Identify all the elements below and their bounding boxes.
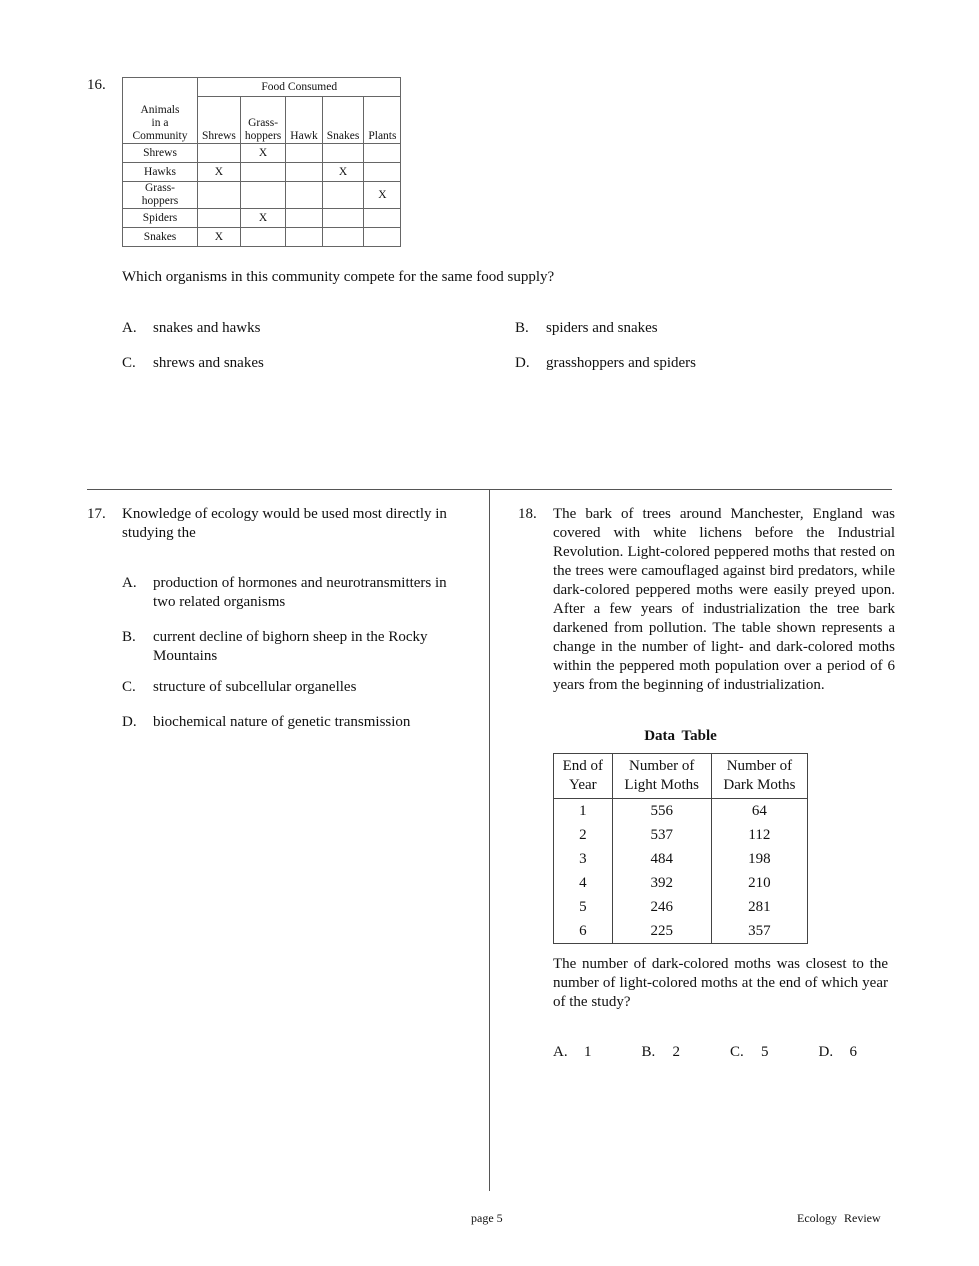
table-cell: 1 (554, 799, 613, 824)
column-header: Plants (364, 97, 401, 144)
table-row (554, 847, 808, 871)
table-row (123, 182, 401, 209)
column-header: Grass- hoppers (240, 97, 285, 144)
question-18-text: The number of dark-colored moths was closest to the number of light-colored moths at the end of which year of the study? (553, 956, 888, 1010)
row-header: Animals in a Community (123, 78, 198, 144)
table-cell: 112 (711, 823, 807, 847)
table-cell (240, 163, 285, 182)
table-cell (322, 182, 364, 209)
answer-option[interactable]: D. 6 (818, 1044, 857, 1060)
table-cell (240, 182, 285, 209)
table-cell (364, 144, 401, 163)
table-row (123, 209, 401, 228)
answer-option[interactable]: C. shrews and snakes (122, 355, 264, 371)
table-cell: 556 (612, 799, 711, 824)
row-label: Spiders (123, 209, 198, 228)
answer-option[interactable]: A. snakes and hawks (122, 320, 261, 336)
table-cell: 64 (711, 799, 807, 824)
table-cell: X (364, 182, 401, 209)
table-cell: X (240, 144, 285, 163)
question-18-number: 18. (518, 506, 537, 522)
answer-option[interactable]: B. 2 (641, 1044, 680, 1060)
table-cell: 2 (554, 823, 613, 847)
column-header: End of Year (554, 754, 613, 799)
table-cell (286, 182, 322, 209)
footer-title: Ecology Review (797, 1211, 881, 1225)
table-cell: 357 (711, 919, 807, 944)
page-number: page 5 (471, 1211, 503, 1225)
table-cell (364, 228, 401, 247)
table-row (554, 823, 808, 847)
table-row (123, 144, 401, 163)
table-cell (364, 209, 401, 228)
column-header: Number of Dark Moths (711, 754, 807, 799)
row-label: Grass- hoppers (123, 182, 198, 209)
question-17-number: 17. (87, 506, 106, 522)
question-16-text: Which organisms in this community compete for the same food supply? (122, 269, 555, 285)
answer-option[interactable]: B. current decline of bighorn sheep in the Rocky Mountains (122, 629, 428, 664)
table-row (554, 919, 808, 944)
table-cell (286, 163, 322, 182)
column-header: Number of Light Moths (612, 754, 711, 799)
table-cell: 246 (612, 895, 711, 919)
table-cell: 6 (554, 919, 613, 944)
table-cell (322, 209, 364, 228)
column-header: Snakes (322, 97, 364, 144)
data-table-title: Data Table (644, 728, 717, 744)
table-cell: 198 (711, 847, 807, 871)
food-consumed-table (122, 77, 401, 247)
table-cell: 5 (554, 895, 613, 919)
answer-option[interactable]: D. grasshoppers and spiders (515, 355, 696, 371)
table-cell (286, 144, 322, 163)
table-cell (198, 209, 241, 228)
answer-option[interactable]: D. biochemical nature of genetic transmission (122, 714, 411, 730)
table-cell (322, 144, 364, 163)
table-row (123, 228, 401, 247)
table-cell (198, 144, 241, 163)
column-header: Hawk (286, 97, 322, 144)
column-group-header: Food Consumed (198, 78, 401, 97)
question-17-text: Knowledge of ecology would be used most directly in studying the (122, 506, 447, 541)
table-row (554, 871, 808, 895)
answer-option[interactable]: C. structure of subcellular organelles (122, 679, 357, 695)
table-cell (322, 228, 364, 247)
table-cell (198, 182, 241, 209)
table-cell: 281 (711, 895, 807, 919)
answer-option[interactable]: B. spiders and snakes (515, 320, 658, 336)
answer-option[interactable]: C. 5 (730, 1044, 769, 1060)
answer-option[interactable]: A. production of hormones and neurotransmitters in two related organisms (122, 575, 447, 610)
table-row (554, 799, 808, 824)
table-cell (240, 228, 285, 247)
table-row (554, 895, 808, 919)
table-row (123, 163, 401, 182)
table-cell: 537 (612, 823, 711, 847)
question-16-number: 16. (87, 77, 106, 93)
table-cell: 4 (554, 871, 613, 895)
table-cell: X (198, 163, 241, 182)
table-cell: 210 (711, 871, 807, 895)
table-cell: 484 (612, 847, 711, 871)
row-label: Hawks (123, 163, 198, 182)
table-cell: 225 (612, 919, 711, 944)
column-header: Shrews (198, 97, 241, 144)
table-cell (364, 163, 401, 182)
row-label: Snakes (123, 228, 198, 247)
table-cell: 392 (612, 871, 711, 895)
moth-data-table (553, 753, 808, 944)
table-cell: X (198, 228, 241, 247)
question-18-passage: The bark of trees around Manchester, England was covered with white lichens before the Industrial Revolution. Light-colored peppered moths that rested on the trees were camouflaged against bird predators, while dark-colored peppered moths were easily preyed upon. After a few years of industrialization the tree bark darkened from pollution. The table shown represents a change in the number of light- and dark-colored moths within the peppered moth population over a period of 6 years from the beginning of industrialization. (553, 506, 895, 693)
row-label: Shrews (123, 144, 198, 163)
table-cell (286, 209, 322, 228)
table-cell: X (322, 163, 364, 182)
table-cell: X (240, 209, 285, 228)
answer-option[interactable]: A. 1 (553, 1044, 592, 1060)
vertical-divider (489, 489, 490, 1191)
table-cell (286, 228, 322, 247)
table-cell: 3 (554, 847, 613, 871)
